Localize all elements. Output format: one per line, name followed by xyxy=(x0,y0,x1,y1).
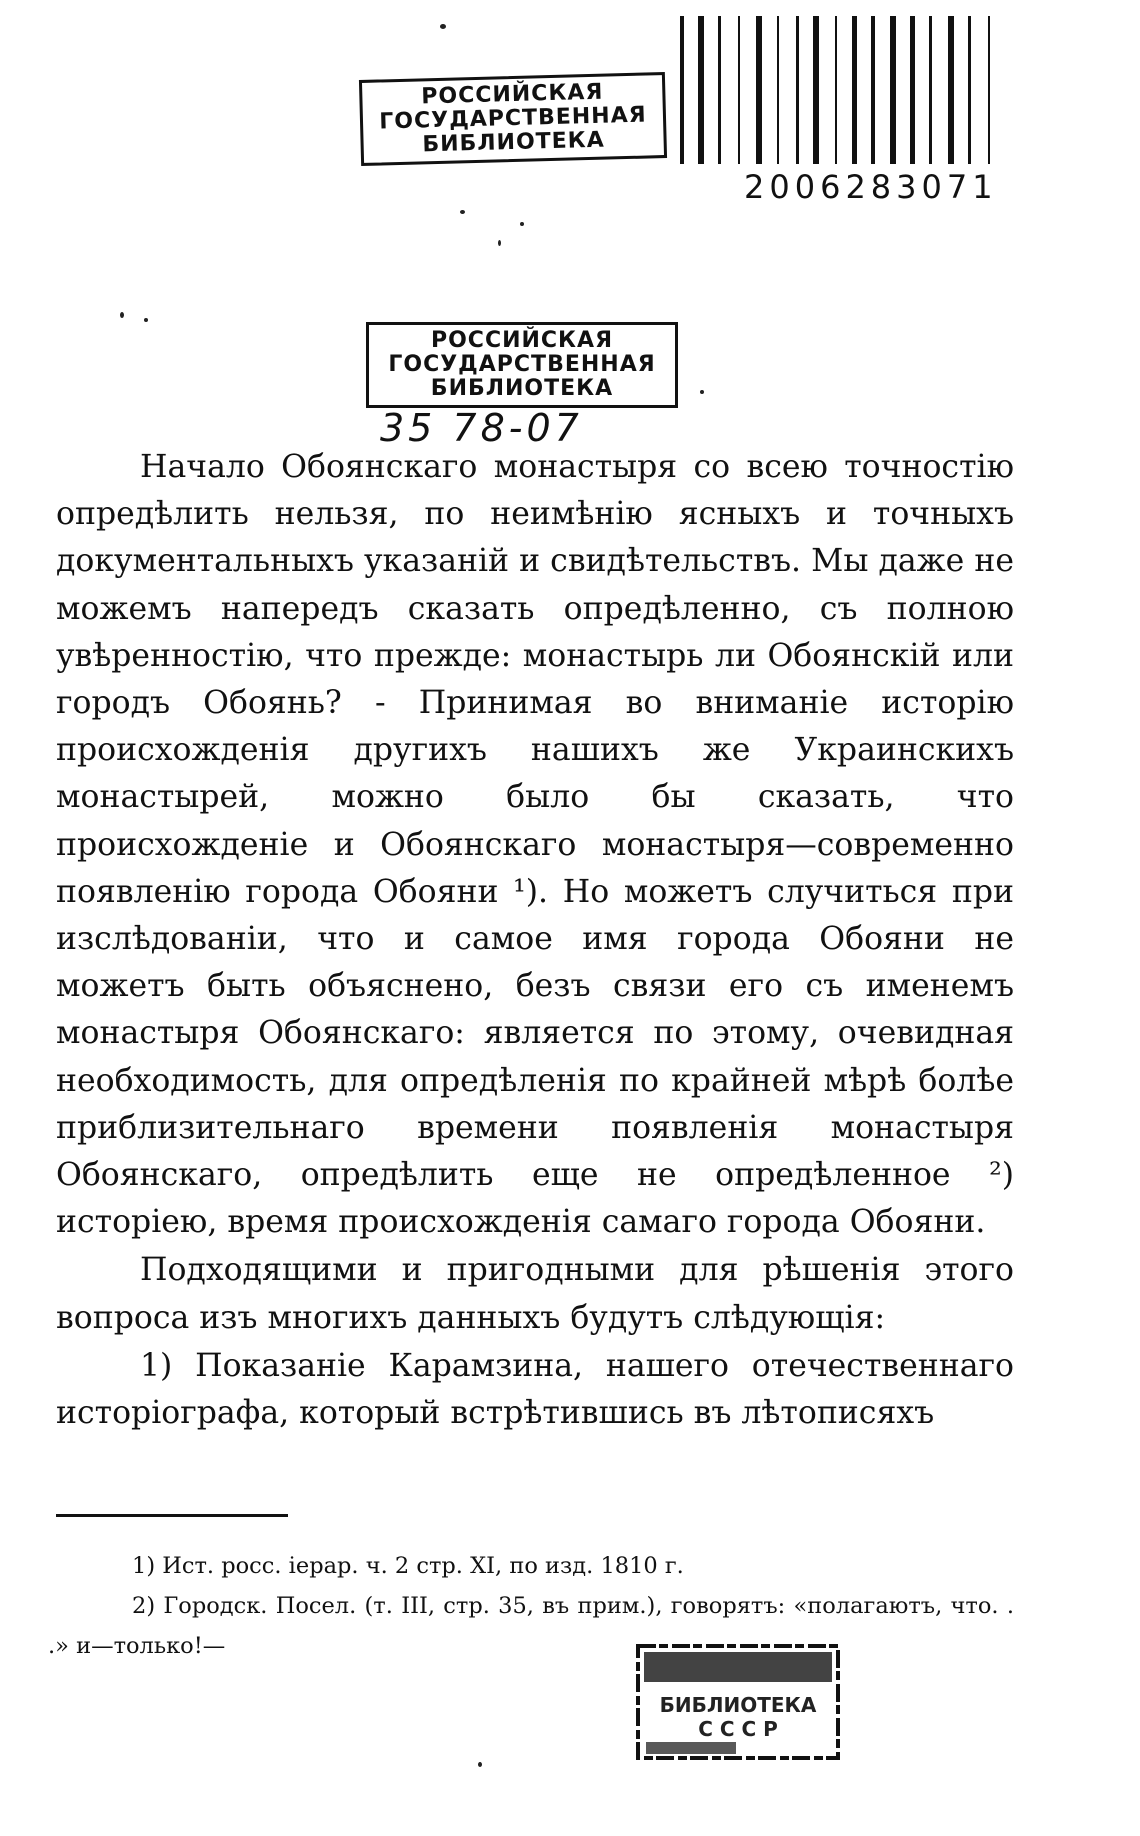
barcode-bar xyxy=(871,16,875,164)
barcode-bar xyxy=(835,16,837,164)
footnote-divider xyxy=(56,1514,288,1517)
footnote: 2) Городск. Посел. (т. III, стр. 35, въ прим.), говорятъ: «полагаютъ, что. . .» и—только!— xyxy=(48,1593,1014,1659)
barcode xyxy=(680,16,1090,171)
print-speck xyxy=(120,312,124,318)
barcode-bar xyxy=(738,16,740,164)
barcode-bar xyxy=(929,16,932,164)
barcode-number: 2006283071 xyxy=(744,168,998,206)
barcode-bar xyxy=(910,16,915,164)
barcode-bar xyxy=(988,16,990,164)
barcode-bar xyxy=(718,16,721,164)
barcode-bar xyxy=(756,16,762,164)
print-speck xyxy=(478,1762,482,1767)
barcode-bar xyxy=(796,16,799,164)
handwritten-inventory-number: 35 78-07 xyxy=(380,406,583,450)
print-speck xyxy=(460,210,465,214)
stamp-line: БИБЛИОТЕКА xyxy=(430,376,614,401)
barcode-bar xyxy=(680,16,684,164)
stamp-line: ГОСУДАРСТВЕННАЯ xyxy=(379,102,647,135)
stamp-line: ГОСУДАРСТВЕННАЯ xyxy=(388,352,656,377)
library-stamp-bottom xyxy=(634,1640,844,1765)
footnotes xyxy=(48,1546,1014,1666)
stamp-line: РОССИЙСКАЯ xyxy=(430,328,614,353)
barcode-bar xyxy=(890,16,896,164)
paragraph: 1) Показаніе Карамзина, нашего отечественнаго исторіографа, который встрѣтившись въ лѣтописяхъ xyxy=(56,1347,1014,1432)
barcode-bar xyxy=(813,16,819,164)
barcode-bar xyxy=(968,16,971,164)
print-speck xyxy=(144,318,148,322)
barcode-bar xyxy=(948,16,954,164)
print-speck xyxy=(700,390,704,394)
footnote: 1) Ист. росс. іерар. ч. 2 стр. XI, по изд. 1810 г. xyxy=(132,1553,684,1579)
print-speck xyxy=(498,240,501,246)
barcode-bar xyxy=(852,16,857,164)
stamp-line: БИБЛИОТЕКА xyxy=(422,127,606,158)
main-text xyxy=(56,444,1014,1437)
print-speck xyxy=(440,24,446,29)
stamp-line: РОССИЙСКАЯ xyxy=(421,79,604,110)
paragraph: Начало Обоянскаго монастыря со всею точностію опредѣлить нельзя, по неимѣнію ясныхъ и точныхъ документальныхъ указаній и свидѣтельствъ. Мы даже не можемъ напередъ сказать опредѣленно, съ полною увѣренностію, что прежде: монастырь ли Обоянскій или городъ Обоянь? - Принимая во вниманіе исторію происхожденія другихъ нашихъ же Украинскихъ монастырей, можно было бы сказать, что происхожденіе и Обоянскаго монастыря—современно появленію города Обояни ¹). Но можетъ случиться при изслѣдованіи, что и самое имя города Обояни не можетъ быть объяснено, безъ связи его съ именемъ монастыря Обоянскаго: является по этому, очевидная необходимость, для опредѣленія по крайней мѣрѣ болѣе приблизительнаго времени появленія монастыря Обоянскаго, опредѣлить еще не опредѣленное ²) исторіею, время происхожденія самаго города Обояни. xyxy=(56,449,1014,1241)
barcode-bar xyxy=(698,16,704,164)
stamp-line: БИБЛИОТЕКА xyxy=(659,1693,817,1717)
library-stamp-middle xyxy=(366,322,678,408)
barcode-bar xyxy=(777,16,779,164)
library-stamp-top xyxy=(359,72,667,166)
paragraph: Подходящими и пригодными для рѣшенія этого вопроса изъ многихъ данныхъ будутъ слѣдующія: xyxy=(56,1252,1014,1336)
print-speck xyxy=(520,222,524,226)
stamp-line: С С С Р xyxy=(698,1717,778,1741)
